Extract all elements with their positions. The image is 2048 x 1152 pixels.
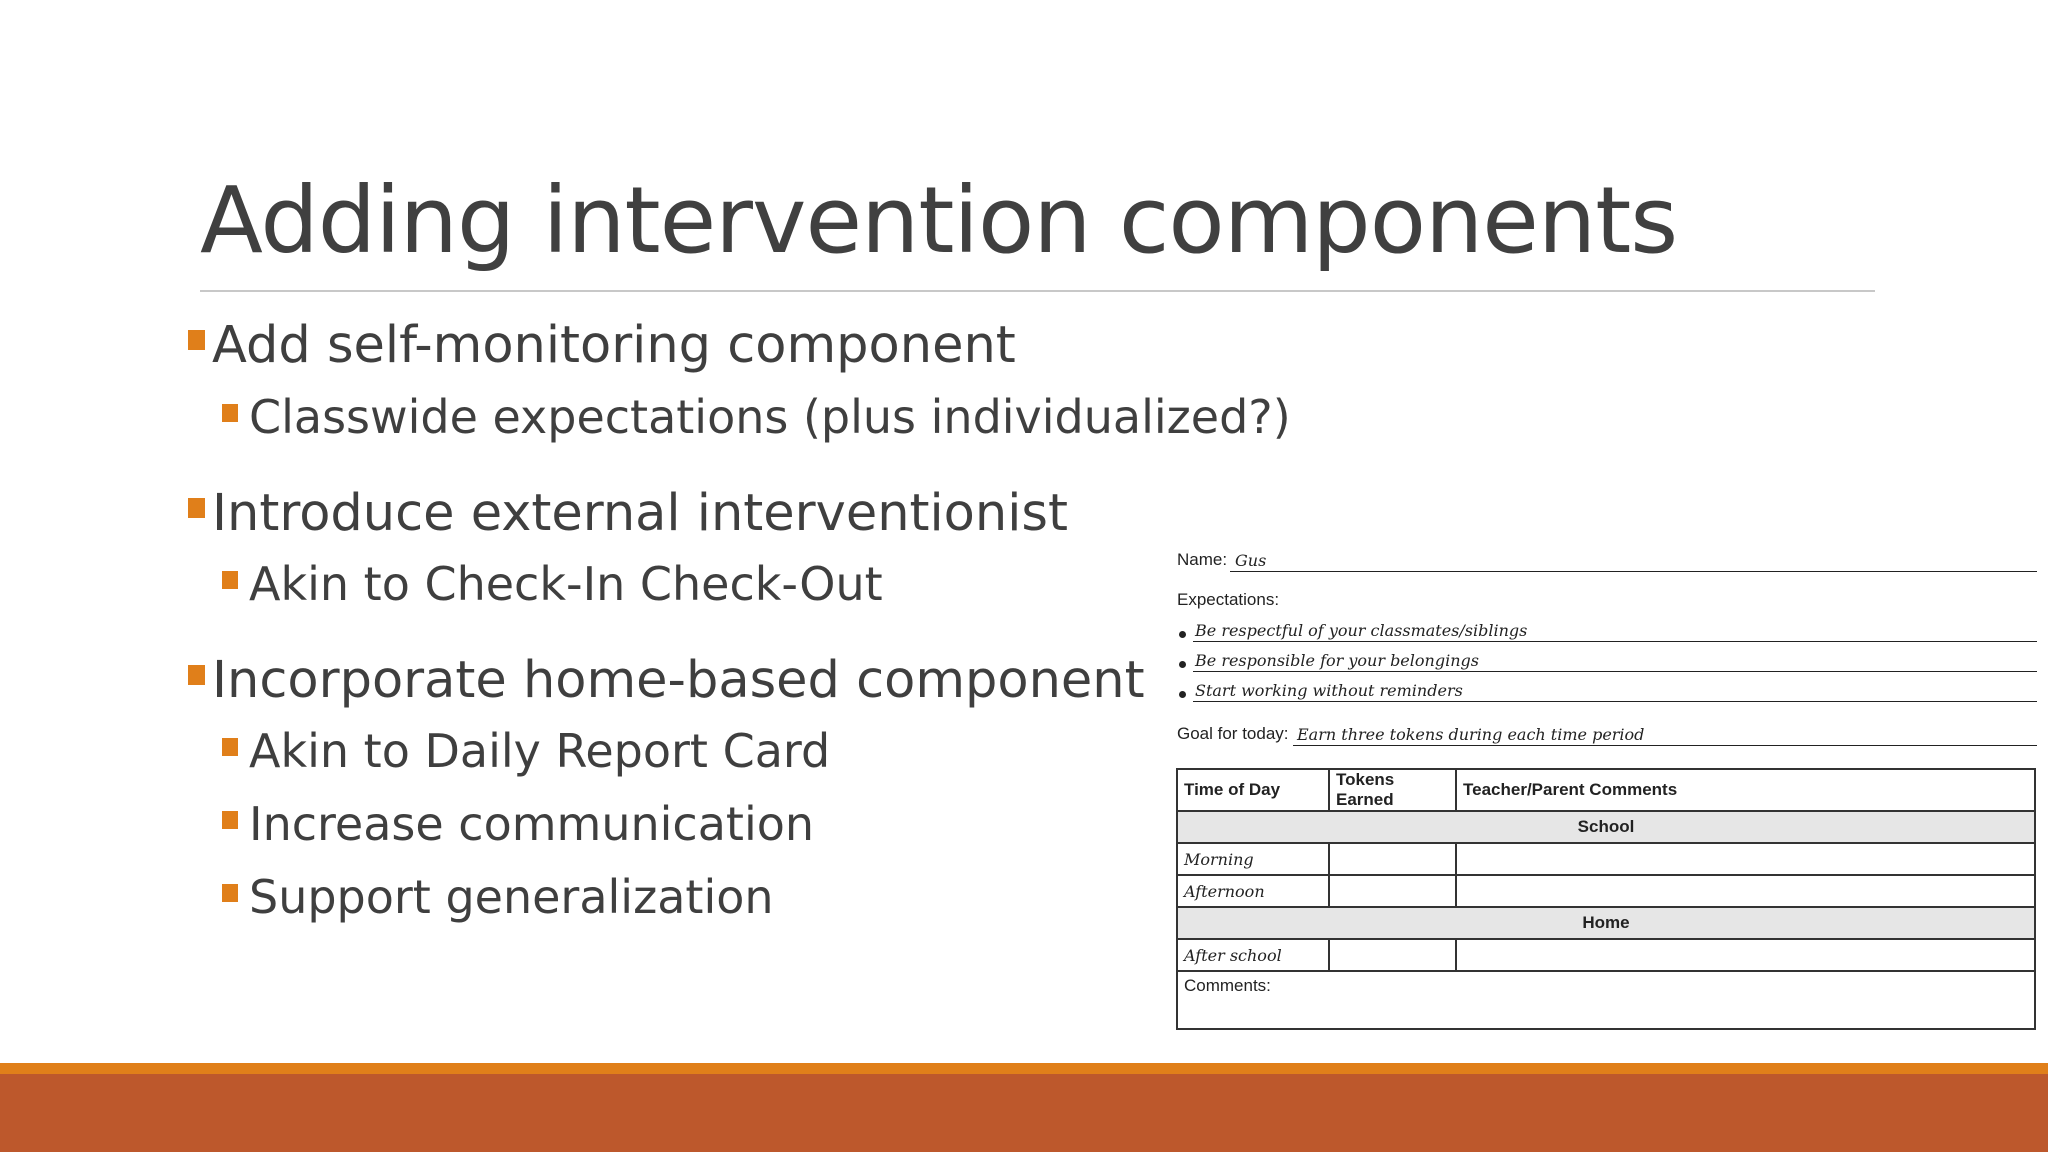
comments-label: Comments:	[1177, 971, 2035, 1029]
bullet-text: Classwide expectations (plus individualized?)	[249, 390, 1291, 444]
column-header: Tokens Earned	[1329, 769, 1456, 811]
bullet-self-monitoring	[188, 316, 1016, 375]
column-header: Time of Day	[1177, 769, 1329, 811]
name-underline	[1230, 571, 2037, 572]
bullet-text: Support generalization	[249, 870, 774, 924]
bullet-text: Akin to Daily Report Card	[249, 724, 831, 778]
comments-cell	[1456, 875, 2035, 907]
bullet-external-interventionist	[188, 484, 1068, 543]
bullet-square-icon	[222, 738, 238, 756]
comments-cell	[1456, 843, 2035, 875]
column-header: Teacher/Parent Comments	[1456, 769, 2035, 811]
time-of-day-cell: After school	[1177, 939, 1329, 971]
report-card-table	[1176, 768, 2036, 1030]
section-row-school	[1177, 811, 2035, 843]
expectation-underline	[1193, 701, 2037, 702]
bullet-text: Introduce external interventionist	[212, 484, 1068, 543]
footer-bar	[0, 1074, 2048, 1152]
bullet-square-icon	[188, 665, 205, 685]
bullet-text: Add self-monitoring component	[212, 316, 1016, 375]
bullet-dot-icon	[1179, 691, 1186, 698]
tokens-cell	[1329, 843, 1456, 875]
table-row	[1177, 843, 2035, 875]
section-row-home	[1177, 907, 2035, 939]
section-label: Home	[1177, 907, 2035, 939]
bullet-home-based	[188, 651, 1145, 710]
subbullet-classwide-expectations	[222, 390, 1291, 444]
table-row	[1177, 875, 2035, 907]
expectation-underline	[1193, 641, 2037, 642]
subbullet-support-generalization	[222, 870, 774, 924]
comments-row	[1177, 971, 2035, 1029]
bullet-square-icon	[222, 571, 238, 589]
expectation-text: Start working without reminders	[1195, 681, 1463, 700]
expectation-item	[1175, 678, 2037, 702]
goal-value: Earn three tokens during each time period	[1297, 725, 1645, 744]
form-goal-row	[1175, 722, 2037, 746]
slide-title: Adding intervention components	[200, 167, 1678, 274]
title-divider	[200, 290, 1875, 292]
bullet-text: Incorporate home-based component	[212, 651, 1145, 710]
bullet-square-icon	[222, 884, 238, 902]
tokens-cell	[1329, 875, 1456, 907]
form-expectations-row	[1175, 588, 2037, 612]
bullet-dot-icon	[1179, 631, 1186, 638]
name-value: Gus	[1235, 551, 1267, 570]
table-header-row	[1177, 769, 2035, 811]
bullet-square-icon	[188, 498, 205, 518]
bullet-square-icon	[222, 811, 238, 829]
expectation-text: Be respectful of your classmates/siblings	[1195, 621, 1528, 640]
subbullet-daily-report-card	[222, 724, 830, 778]
goal-label: Goal for today:	[1177, 724, 1289, 743]
tokens-cell	[1329, 939, 1456, 971]
time-of-day-cell: Afternoon	[1177, 875, 1329, 907]
expectation-underline	[1193, 671, 2037, 672]
comments-cell	[1456, 939, 2035, 971]
bullet-square-icon	[222, 404, 238, 422]
section-label: School	[1177, 811, 2035, 843]
subbullet-check-in-check-out	[222, 557, 883, 611]
goal-underline	[1293, 745, 2037, 746]
subbullet-increase-communication	[222, 797, 814, 851]
name-label: Name:	[1177, 550, 1228, 569]
bullet-dot-icon	[1179, 661, 1186, 668]
form-name-row	[1175, 548, 2037, 572]
expectation-item	[1175, 618, 2037, 642]
expectation-item	[1175, 648, 2037, 672]
footer-accent-stripe	[0, 1063, 2048, 1074]
expectations-label: Expectations:	[1177, 590, 1280, 609]
expectation-text: Be responsible for your belongings	[1195, 651, 1479, 670]
table-row	[1177, 939, 2035, 971]
bullet-text: Akin to Check-In Check-Out	[249, 557, 883, 611]
bullet-text: Increase communication	[249, 797, 815, 851]
bullet-square-icon	[188, 330, 205, 350]
time-of-day-cell: Morning	[1177, 843, 1329, 875]
